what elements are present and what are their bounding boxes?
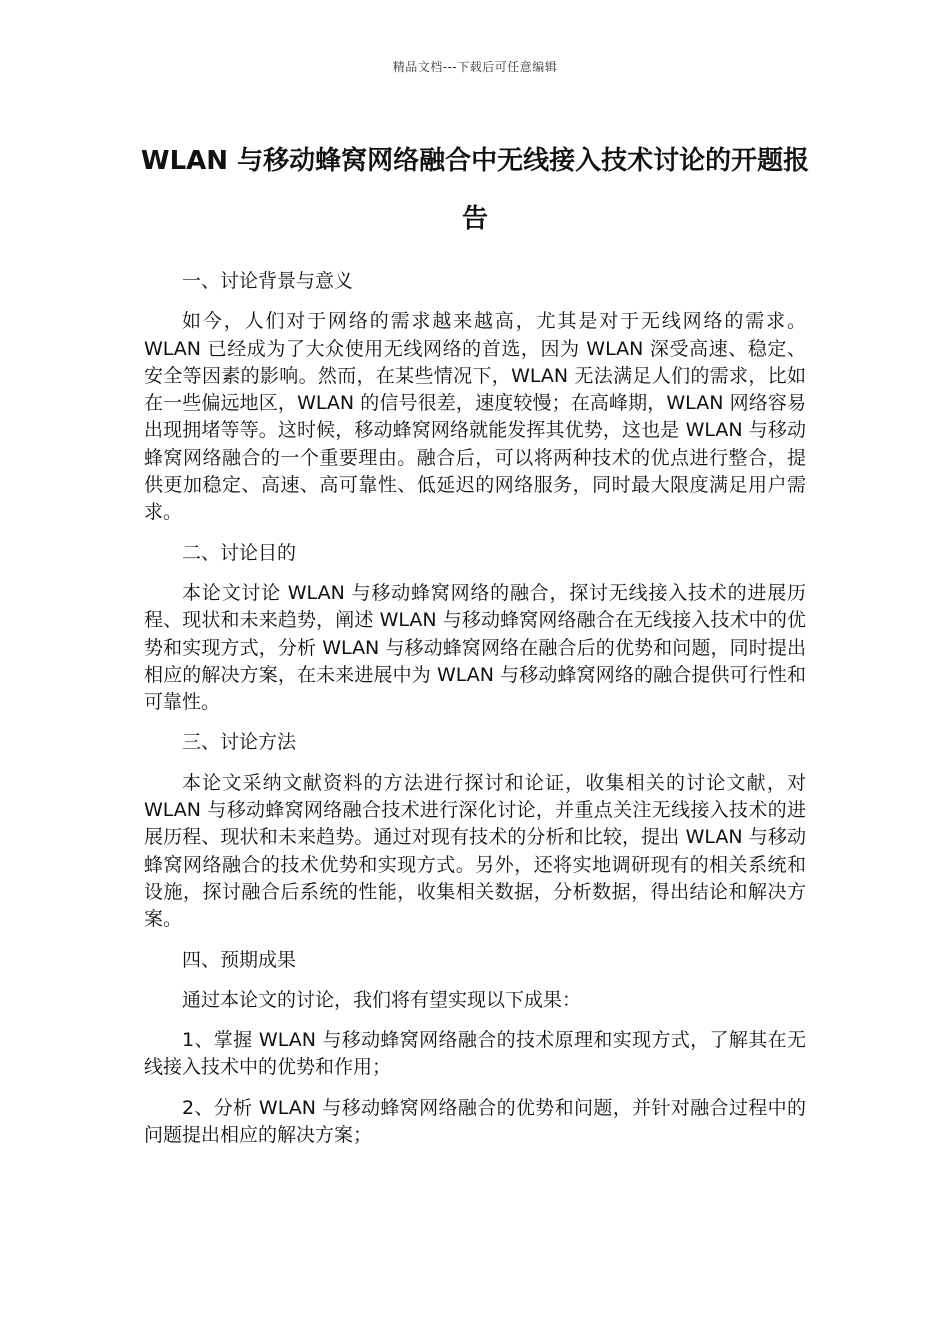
paragraph-outcome-1: 1、掌握 WLAN 与移动蜂窝网络融合的技术原理和实现方式，了解其在无线接入技术中的优势和作用； <box>144 1029 806 1079</box>
document-title: WLAN 与移动蜂窝网络融合中无线接入技术讨论的开题报告 <box>140 146 810 234</box>
paragraph-outcomes-intro: 通过本论文的讨论，我们将有望实现以下成果： <box>182 988 582 1011</box>
document-body <box>144 268 806 1162</box>
section-heading-background: 一、讨论背景与意义 <box>182 270 354 292</box>
paragraph-purpose: 本论文讨论 WLAN 与移动蜂窝网络的融合，探讨无线接入技术的进展历程、现状和未来趋势，阐述 WLAN 与移动蜂窝网络融合在无线接入技术中的优势和实现方式，分析 WLAN 与移动蜂窝网络在融合后的优势和问题，同时提出相应的解决方案，在未来进展中为 WLAN 与移动蜂窝网络的融合提供可行性和可靠性。 <box>144 581 806 714</box>
paragraph-method: 本论文采纳文献资料的方法进行探讨和论证，收集相关的讨论文献，对 WLAN 与移动蜂窝网络融合技术进行深化讨论，并重点关注无线接入技术的进展历程、现状和未来趋势。通过对现有技术的分析和比较，提出 WLAN 与移动蜂窝网络融合的技术优势和实现方式。另外，还将实地调研现有的相关系统和设施，探讨融合后系统的性能，收集相关数据，分析数据，得出结论和解决方案。 <box>144 771 806 931</box>
section-heading-method: 三、讨论方法 <box>182 731 297 754</box>
paragraph-background: 如今，人们对于网络的需求越来越高，尤其是对于无线网络的需求。WLAN 已经成为了大众使用无线网络的首选，因为 WLAN 深受高速、稳定、安全等因素的影响。然而，在某些情况下，WLAN 无法满足人们的需求，比如在一些偏远地区，WLAN 的信号很差，速度较慢；在高峰期，WLAN 网络容易出现拥堵等等。这时候，移动蜂窝网络就能发挥其优势，这也是 WLAN 与移动蜂窝网络融合的一个重要理由。融合后，可以将两种技术的优点进行整合，提供更加稳定、高速、高可靠性、低延迟的网络服务，同时最大限度满足用户需求。 <box>144 310 806 524</box>
paragraph-outcome-2: 2、分析 WLAN 与移动蜂窝网络融合的优势和问题，并针对融合过程中的问题提出相应的解决方案； <box>144 1096 806 1147</box>
section-heading-purpose: 二、讨论目的 <box>182 541 297 564</box>
section-heading-outcomes: 四、预期成果 <box>182 948 297 971</box>
header-note: 精品文档---下载后可任意编辑 <box>392 60 558 74</box>
